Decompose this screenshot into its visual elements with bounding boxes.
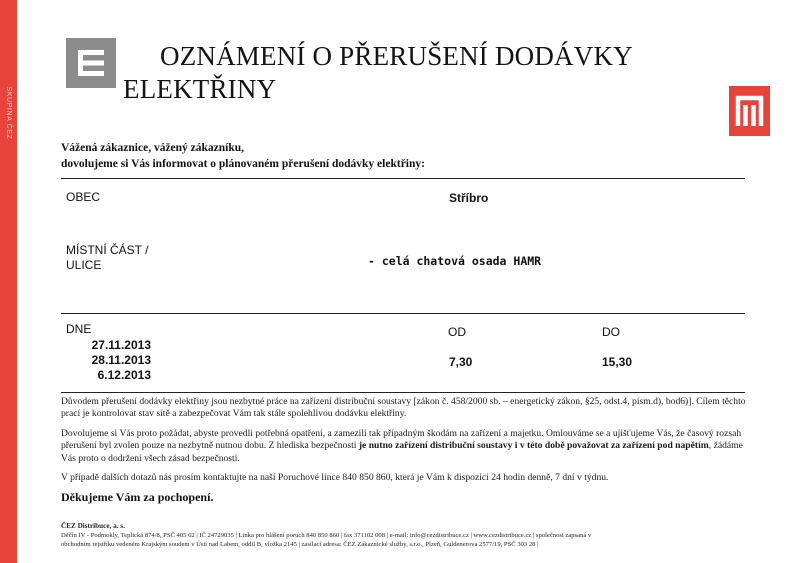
date-item: 27.11.2013 xyxy=(91,338,151,352)
greeting-line-2: dovolujeme si Vás informovat o plánovaném přerušení dodávky elektřiny: xyxy=(61,158,425,170)
side-brand-text: SKUPINA ČEZ xyxy=(5,86,12,140)
paragraph-safety-text-b: , žádáme Vás proto o dodržení všech zásad bezpečnosti. xyxy=(61,440,743,464)
dne-label: DNE xyxy=(66,322,92,336)
footer-company: ČEZ Distribuce, a. s. xyxy=(61,522,125,530)
mistni-cast-label-line-2: ULICE xyxy=(66,258,102,272)
obec-label: OBEC xyxy=(66,190,101,204)
date-item: 28.11.2013 xyxy=(91,353,151,367)
document-title xyxy=(123,40,723,106)
mistni-cast-label-line-1: MÍSTNÍ ČÁST / xyxy=(66,243,149,257)
divider-bottom xyxy=(61,392,745,393)
greeting xyxy=(61,140,721,172)
od-label: OD xyxy=(448,325,466,339)
divider-middle xyxy=(61,313,745,314)
title-line-2: ELEKTŘINY xyxy=(123,74,277,104)
thanks-text: Děkujeme Vám za pochopení. xyxy=(61,490,214,504)
obec-value: Stříbro xyxy=(449,191,489,205)
od-value: 7,30 xyxy=(449,355,473,369)
dates-list xyxy=(56,338,151,383)
paragraph-safety xyxy=(61,428,751,465)
greeting-line-1: Vážená zákaznice, vážený zákazníku, xyxy=(61,142,245,154)
do-value: 15,30 xyxy=(602,355,633,369)
cez-m-logo-icon xyxy=(729,86,770,136)
paragraph-safety-bold: je nutno zařízení distribuční soustavy i v této době považovat za zařízení pod napětím xyxy=(358,440,709,452)
cez-logo-icon xyxy=(66,38,116,88)
title-line-1: OZNÁMENÍ O PŘERUŠENÍ DODÁVKY xyxy=(160,41,633,71)
paragraph-safety-text-a: Dovolujeme si Vás proto požádat, abyste provedli potřebná opatření, a zamezili tak případným škodám na zařízení a majetku. Omlouváme se a ujišťujeme Vás, že časový rozsah přerušení byl zvolen pouze na nezbytně nutnou dobu. Z hlediska bezpečnosti xyxy=(61,428,742,452)
mistni-cast-label xyxy=(66,243,148,273)
date-item: 6.12.2013 xyxy=(97,368,151,382)
footer-line-1: Děčín IV - Podmokly, Teplická 874/8, PSČ 405 02 | IČ 24729035 | Linka pro hlášení poruch 840 850 860 | fax 371102 008 | e-mail: info@cezdistribuce.cz | www.cezdistribuce.cz | společnost zapsaná v xyxy=(61,532,592,539)
divider-top xyxy=(61,178,745,179)
mistni-cast-value: - celá chatová osada HAMR xyxy=(368,254,542,268)
paragraph-contact: V případě dalších dotazů nás prosím kontaktujte na naší Poruchové lince 840 850 860, která je Vám k dispozici 24 hodin denně, 7 dní v týdnu. xyxy=(61,472,609,483)
footer xyxy=(61,522,761,549)
paragraph-reason: Důvodem přerušení dodávky elektřiny jsou nezbytné práce na zařízení distribuční soustavy [zákon č. 458/2000 sb. – energetický zákon, §25, odst.4, písm.d), bod6)]. Cílem těchto prací je kontrolovat stav sítě a zabezpečovat Vám tak stále spolehlivou dodávku elektřiny. xyxy=(61,396,746,420)
footer-line-2: obchodním rejstříku vedeném Krajským soudem v Ústí nad Labem, oddíl B, vložka 2145 | zasílací adresa: ČEZ Zákaznické služby, s.r.o., Plzeň, Guldenerova 2577/19, PSČ 303 28 | xyxy=(61,541,539,548)
do-label: DO xyxy=(602,325,620,339)
